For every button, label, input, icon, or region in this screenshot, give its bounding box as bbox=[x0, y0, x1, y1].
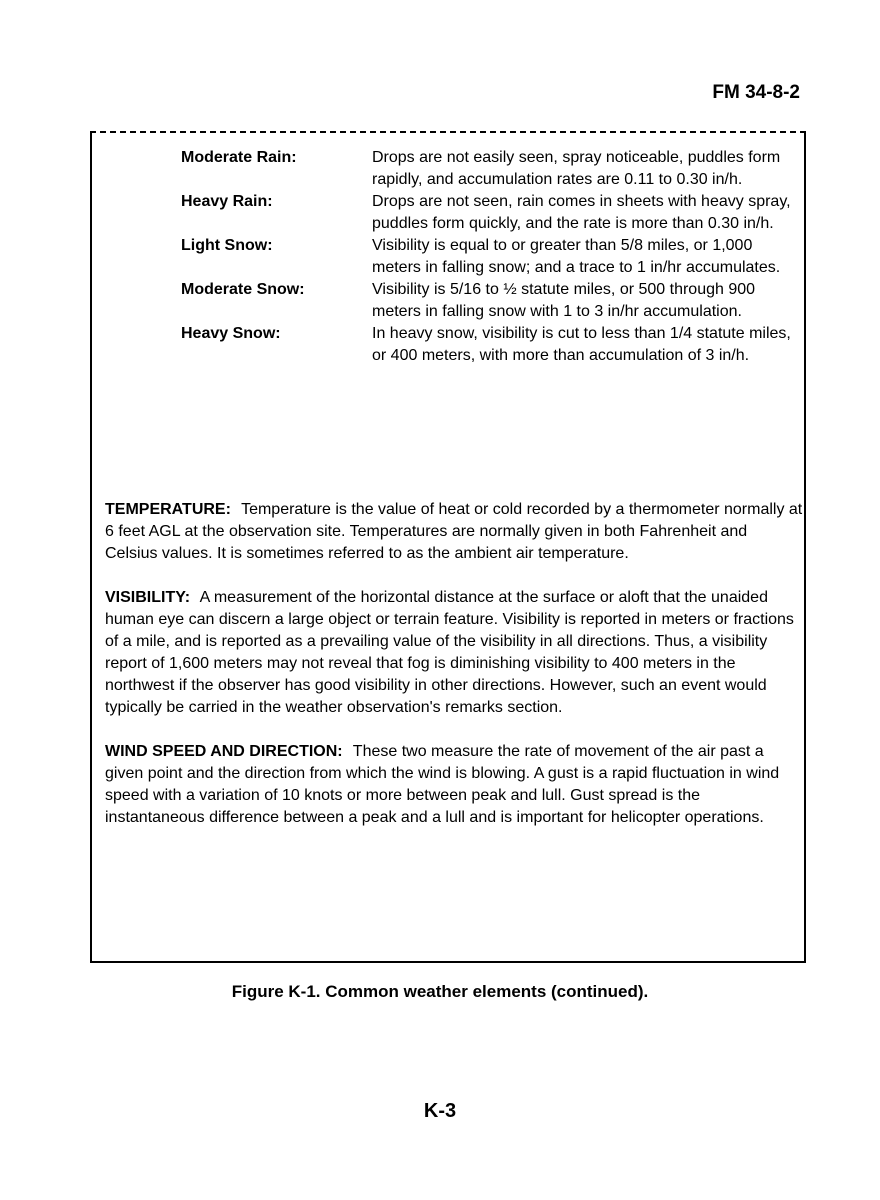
definition-description: Visibility is equal to or greater than 5/8 miles, or 1,000 meters in falling snow; and a trace to 1 in/hr accumulates. bbox=[372, 237, 781, 276]
page-number: K-3 bbox=[423, 1100, 457, 1122]
definition-term: Heavy Rain: bbox=[181, 193, 273, 210]
definition-row-heavy-snow bbox=[181, 323, 793, 367]
definition-row-heavy-rain bbox=[181, 191, 793, 235]
paragraph-text: Temperature is the value of heat or cold recorded by a thermometer normally at 6 feet AGL at the observation site. Temperatures are normally given in both Fahrenheit and Celsius values. It is sometimes referred to as the ambient air temperature. bbox=[105, 501, 803, 562]
paragraph-heading: WIND SPEED AND DIRECTION: bbox=[105, 743, 343, 760]
paragraph-visibility bbox=[105, 587, 803, 719]
definition-list bbox=[181, 147, 793, 367]
paragraph-text: A measurement of the horizontal distance at the surface or aloft that the unaided human eye can discern a large object or terrain feature. Visibility is reported in meters or fractions of a mile, and is reported as a prevailing value of the visibility in all directions. Thus, a visibility report of 1,600 meters may not reveal that fog is diminishing visibility to 400 meters in the northwest if the observer has good visibility in other directions. However, such an event would typically be carried in the weather observation's remarks section. bbox=[105, 589, 794, 716]
paragraph-text: These two measure the rate of movement of the air past a given point and the direction from which the wind is blowing. A gust is a rapid fluctuation in wind speed with a variation of 10 knots or more between peak and lull. Gust spread is the instantaneous difference between a peak and a lull and is important for helicopter operations. bbox=[105, 743, 780, 826]
document-id: FM 34-8-2 bbox=[712, 82, 800, 103]
paragraph-section bbox=[105, 499, 803, 851]
definition-row-moderate-snow bbox=[181, 279, 793, 323]
definition-description: Visibility is 5/16 to ½ statute miles, or 500 through 900 meters in falling snow with 1 to 3 in/hr accumulation. bbox=[372, 281, 756, 320]
definition-term: Moderate Rain: bbox=[181, 149, 297, 166]
definition-row-light-snow bbox=[181, 235, 793, 279]
definition-term: Moderate Snow: bbox=[181, 281, 305, 298]
definition-description: In heavy snow, visibility is cut to less than 1/4 statute miles, or 400 meters, with more than accumulation of 3 in/h. bbox=[372, 325, 791, 364]
definition-row-moderate-rain bbox=[181, 147, 793, 191]
definition-description: Drops are not seen, rain comes in sheets with heavy spray, puddles form quickly, and the rate is more than 0.30 in/h. bbox=[372, 193, 791, 232]
definition-term: Heavy Snow: bbox=[181, 325, 281, 342]
figure-frame bbox=[90, 131, 806, 963]
definition-description: Drops are not easily seen, spray noticeable, puddles form rapidly, and accumulation rates are 0.11 to 0.30 in/h. bbox=[372, 149, 781, 188]
paragraph-heading: VISIBILITY: bbox=[105, 589, 191, 606]
paragraph-temperature bbox=[105, 499, 803, 565]
figure-caption: Figure K-1. Common weather elements (continued). bbox=[231, 982, 649, 1001]
paragraph-wind-speed-and-direction bbox=[105, 741, 803, 829]
definition-term: Light Snow: bbox=[181, 237, 273, 254]
paragraph-heading: TEMPERATURE: bbox=[105, 501, 231, 518]
